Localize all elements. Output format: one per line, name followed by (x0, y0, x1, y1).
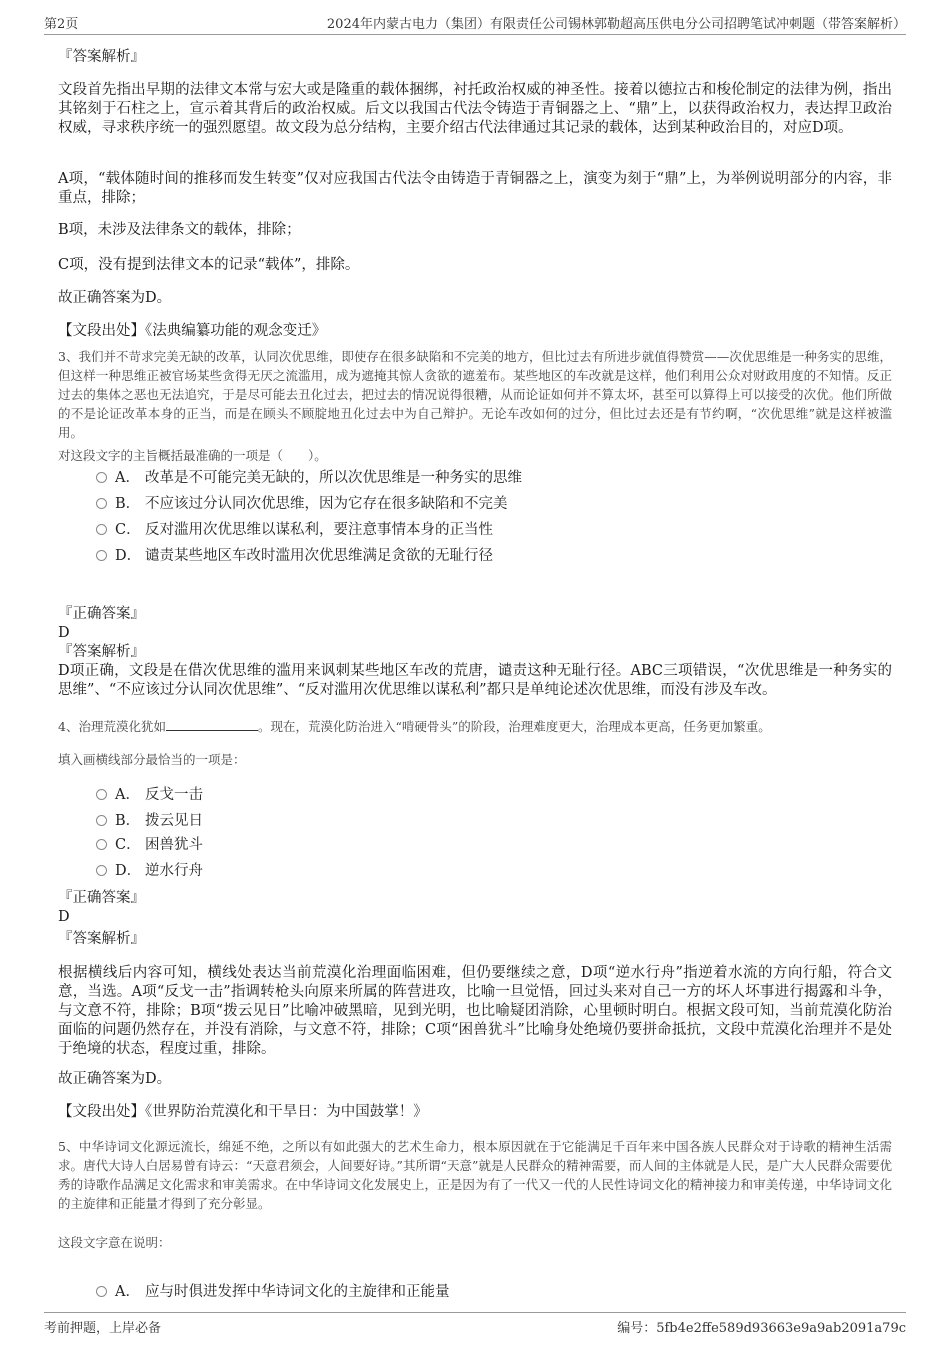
q4-option-c[interactable] (96, 834, 203, 856)
q3-prompt: 对这段文字的主旨概括最准确的一项是（ ）。 (58, 448, 327, 463)
radio-button[interactable] (96, 472, 107, 483)
option-text: 谴责某些地区车改时滥用次优思维满足贪欲的无耻行径 (145, 548, 493, 564)
option-text: 应与时俱进发挥中华诗词文化的主旋律和正能量 (145, 1284, 450, 1300)
radio-button[interactable] (96, 865, 107, 876)
option-text: 拨云见日 (145, 813, 203, 829)
q4-source: 【文段出处】《世界防治荒漠化和干旱日：为中国鼓掌！》 (58, 1104, 428, 1120)
q2-analysis-paragraph-2: A项，“载体随时间的推移而发生转变”仅对应我国古代法令由铸造于青铜器之上，演变为刻于“鼎”上，为举例说明部分的内容，非重点，排除； (58, 171, 892, 206)
option-letter: A． (115, 1284, 140, 1300)
option-letter: B． (115, 813, 141, 829)
radio-button[interactable] (96, 789, 107, 800)
q2-analysis-paragraph-3: B项，未涉及法律条文的载体，排除； (58, 222, 301, 238)
q4-option-a[interactable] (96, 784, 203, 806)
radio-button[interactable] (96, 839, 107, 850)
option-text: 逆水行舟 (145, 863, 203, 879)
option-text: 反戈一击 (145, 787, 203, 803)
radio-button[interactable] (96, 815, 107, 826)
fill-blank (166, 718, 258, 731)
q2-analysis-paragraph-1: 文段首先指出早期的法律文本常与宏大或是隆重的载体捆绑，衬托政治权威的神圣性。接着以德拉古和梭伦制定的法律为例，指出其铭刻于石柱之上，宣示着其背后的政治权威。后文以我国古代法令铸造于青铜器之上、“鼎”上，以获得政治权力，表达捍卫政治权威，寻求秩序统一的强烈愿望。故文段为总分结构，主要介绍古代法律通过其记录的载体，达到某种政治目的，对应D项。 (58, 82, 892, 136)
option-letter: A． (115, 470, 140, 486)
option-text: 不应该过分认同次优思维，因为它存在很多缺陷和不完美 (145, 496, 508, 512)
option-text: 改革是不可能完美无缺的，所以次优思维是一种务实的思维 (145, 470, 522, 486)
q4-analysis: 根据横线后内容可知，横线处表达当前荒漠化治理面临困难，但仍要继续之意，D项“逆水行舟”指逆着水流的方向行船，符合文意，当选。A项“反戈一击”指调转枪头向原来所属的阵营进攻，比喻一旦觉悟，回过头来对自己一方的坏人坏事进行揭露和斗争，与文意不符，排除；B项“拨云见日”比喻冲破黑暗，见到光明，也比喻疑团消除，心里顿时明白。根据文段可知，当前荒漠化防治面临的问题仍然存在，并没有消除，与文意不符，排除；C项“困兽犹斗”比喻身处绝境仍要拼命抵抗，文段中荒漠化治理并不是处于绝境的状态，程度过重，排除。 (58, 965, 892, 1057)
q5-option-a[interactable] (96, 1281, 450, 1303)
option-letter: D． (115, 863, 142, 879)
option-letter: C． (115, 522, 141, 538)
document-id: 编号：5fb4e2ffe589d93663e9a9ab2091a79c (617, 1321, 906, 1336)
q4-stem-after: 。现在，荒漠化防治进入“啃硬骨头”的阶段，治理难度更大，治理成本更高，任务更加繁重。 (257, 719, 771, 734)
q3-stem: 3、我们并不苛求完美无缺的改革，认同次优思维，即使存在很多缺陷和不完美的地方，但比过去有所进步就值得赞赏——次优思维是一种务实的思维，但这样一种思维正被官场某些贪得无厌之流滥用，成为遮掩其惊人贪欲的遮羞布。某些地区的车改就是这样，他们利用公众对财政用度的不知情。反正过去的集体之恶也无法追究，于是尽可能去丑化过去，把过去的情况说得很糟，从而论证如何并不算太坏，甚至可以算得上可以接受的次优。他们所做的不是论证改革本身的正当，而是在顾头不顾腚地丑化过去中为自己辩护。无论车改如何的过分，但比过去还是有节约啊，“次优思维”就是这样被滥用。 (58, 349, 892, 440)
page-footer (44, 1312, 906, 1337)
radio-button[interactable] (96, 550, 107, 561)
q4-analysis-label: 『答案解析』 (58, 931, 145, 947)
q2-conclusion: 故正确答案为D。 (58, 290, 172, 306)
option-letter: C． (115, 837, 141, 853)
page-header (44, 10, 906, 35)
option-letter: A． (115, 787, 140, 803)
q3-option-b[interactable] (96, 493, 508, 515)
q3-option-d[interactable] (96, 545, 493, 567)
q3-answer-label: 『正确答案』 (58, 606, 145, 622)
option-text: 反对滥用次优思维以谋私利，要注意事情本身的正当性 (145, 522, 493, 538)
document-title: 2024年内蒙古电力（集团）有限责任公司锡林郭勒超高压供电分公司招聘笔试冲刺题（带答案解析） (326, 17, 906, 32)
q4-stem (58, 717, 892, 736)
page-number: 第2页 (44, 17, 79, 32)
q3-option-c[interactable] (96, 519, 493, 541)
q4-conclusion: 故正确答案为D。 (58, 1071, 172, 1087)
q4-answer: D (58, 909, 70, 925)
q4-option-b[interactable] (96, 810, 203, 832)
q3-option-a[interactable] (96, 467, 522, 489)
q3-analysis-label: 『答案解析』 (58, 644, 145, 660)
radio-button[interactable] (96, 1286, 107, 1297)
q3-answer: D (58, 625, 70, 641)
radio-button[interactable] (96, 498, 107, 509)
option-letter: D． (115, 548, 142, 564)
q2-analysis-label: 『答案解析』 (58, 49, 145, 65)
option-letter: B． (115, 496, 141, 512)
q2-source: 【文段出处】《法典编纂功能的观念变迁》 (58, 323, 327, 339)
option-text: 困兽犹斗 (145, 837, 203, 853)
footer-slogan: 考前押题，上岸必备 (44, 1321, 162, 1336)
q4-answer-label: 『正确答案』 (58, 890, 145, 906)
q2-analysis-paragraph-4: C项，没有提到法律文本的记录“载体”，排除。 (58, 257, 360, 273)
q3-analysis: D项正确，文段是在借次优思维的滥用来讽刺某些地区车改的荒唐，谴责这种无耻行径。ABC三项错误，“次优思维是一种务实的思维”、“不应该过分认同次优思维”、“反对滥用次优思维以谋私利”都只是单纯论述次优思维，而没有涉及车改。 (58, 663, 892, 698)
q4-stem-before: 4、治理荒漠化犹如 (58, 719, 166, 734)
q5-prompt: 这段文字意在说明： (58, 1235, 171, 1250)
q5-stem: 5、中华诗词文化源远流长，绵延不绝，之所以有如此强大的艺术生命力，根本原因就在于它能满足千百年来中国各族人民群众对于诗歌的精神生活需求。唐代大诗人白居易曾有诗云：“天意君须会，人间要好诗。”其所谓“天意”就是人民群众的精神需要，而人间的主体就是人民，是广大人民群众需要优秀的诗歌作品满足文化需求和审美需求。在中华诗词文化发展史上，正是因为有了一代又一代的人民性诗词文化的精神接力和审美传递，中华诗词文化的主旋律和正能量才得到了充分彰显。 (58, 1139, 892, 1211)
radio-button[interactable] (96, 524, 107, 535)
q4-prompt: 填入画横线部分最恰当的一项是： (58, 752, 246, 767)
q4-option-d[interactable] (96, 860, 203, 882)
